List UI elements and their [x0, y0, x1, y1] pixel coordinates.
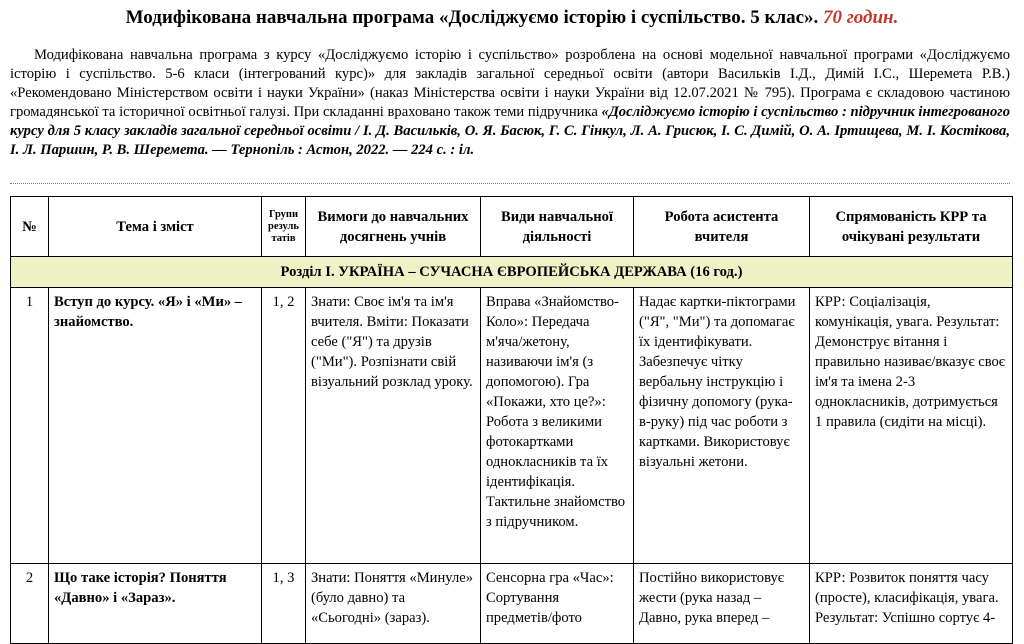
title-main: Модифікована навчальна програма «Досліджуємо історію і суспільство. 5 клас». — [125, 7, 819, 28]
row-requirements: Знати: Своє ім'я та ім'я вчителя. Вміти: Показати себе ("Я") та друзів ("Ми"). Розпізнати свій візуальний розклад уроку. — [306, 288, 481, 564]
row-topic: Вступ до курсу. «Я» і «Ми» – знайомство. — [49, 288, 262, 564]
textbook-reference: «Досліджуємо історію і суспільство : підручник інтегрованого курсу для 5 класу закладів загальної середньої освіти / І. Д. Васильків, О. Я. Басюк, Г. С. Гінкул, Л. А. Грисюк, І. С. Димій, О. А. Іртищева, М. І. Костікова, І. Л. Паршин, Р. В. Шеремета. — Тернопіль : Астон, 2022. — 224 с. : іл. — [10, 104, 1010, 158]
row-requirements: Знати: Поняття «Минуле» (було давно) та «Сьогодні» (зараз). — [306, 564, 481, 644]
title-hours: 70 годин. — [823, 7, 899, 28]
table-row — [11, 564, 1013, 644]
document-title — [0, 6, 1024, 30]
row-krr: КРР: Розвиток поняття часу (просте), класифікація, увага. Результат: Успішно сортує 4- — [810, 564, 1013, 644]
header-activities: Види навчальної діяльності — [481, 197, 634, 257]
row-num: 1 — [11, 288, 49, 564]
row-krr: КРР: Соціалізація, комунікація, увага. Результат: Демонструє вітання і правильно називає/вказує своє ім'я та імена 2-3 однокласників, дотримується 1 правила (сидіти на місці). — [810, 288, 1013, 564]
header-groups: Групи резуль татів — [262, 197, 306, 257]
section-row — [11, 257, 1013, 288]
intro-paragraph — [10, 46, 1010, 160]
row-assistant: Постійно використовує жести (рука назад – Давно, рука вперед – — [634, 564, 810, 644]
row-activities: Вправа «Знайомство-Коло»: Передача м'яча/жетону, називаючи ім'я (з допомогою). Гра «Покажи, хто це?»: Робота з великими фотокартками однокласників та їх ідентифікація. Тактильне знайомство з підручником. — [481, 288, 634, 564]
header-topic: Тема і зміст — [49, 197, 262, 257]
header-assistant: Робота асистента вчителя — [634, 197, 810, 257]
row-topic: Що таке історія? Поняття «Давно» і «Зараз». — [49, 564, 262, 644]
row-groups: 1, 2 — [262, 288, 306, 564]
row-assistant: Надає картки-піктограми ("Я", "Ми") та допомагає їх ідентифікувати. Забезпечує чітку вербальну інструкцію і фізичну допомогу (рука-в-руку) під час роботи з картками. Використовує візуальні жетони. — [634, 288, 810, 564]
table-row — [11, 288, 1013, 564]
header-requirements: Вимоги до навчальних досягнень учнів — [306, 197, 481, 257]
header-num: № — [11, 197, 49, 257]
table-header-row — [11, 197, 1013, 257]
header-krr: Спрямованість КРР та очікувані результати — [810, 197, 1013, 257]
row-activities: Сенсорна гра «Час»: Сортування предметів/фото — [481, 564, 634, 644]
curriculum-table — [10, 196, 1013, 644]
intro-text: Модифікована навчальна програма з курсу «Досліджуємо історію і суспільство» розроблена на основі модельної навчальної програми «Досліджуємо історію і суспільство. 5-6 класи (інтегрований курс)» для закладів загальної середньої освіти (автори Васильків І.Д., Димій І.С., Шеремета Р.В.) «Рекомендовано Міністерством освіти і науки України» (наказ Міністерства освіти і науки України від 12.07.2021 № 795). Програма є складовою частиною громадянської та історичної освітньої галузі. При складанні враховано також теми підручника — [10, 47, 1010, 120]
page-divider — [10, 183, 1010, 184]
section-title: Розділ І. УКРАЇНА – СУЧАСНА ЄВРОПЕЙСЬКА ДЕРЖАВА (16 год.) — [11, 257, 1013, 288]
row-groups: 1, 3 — [262, 564, 306, 644]
row-num: 2 — [11, 564, 49, 644]
